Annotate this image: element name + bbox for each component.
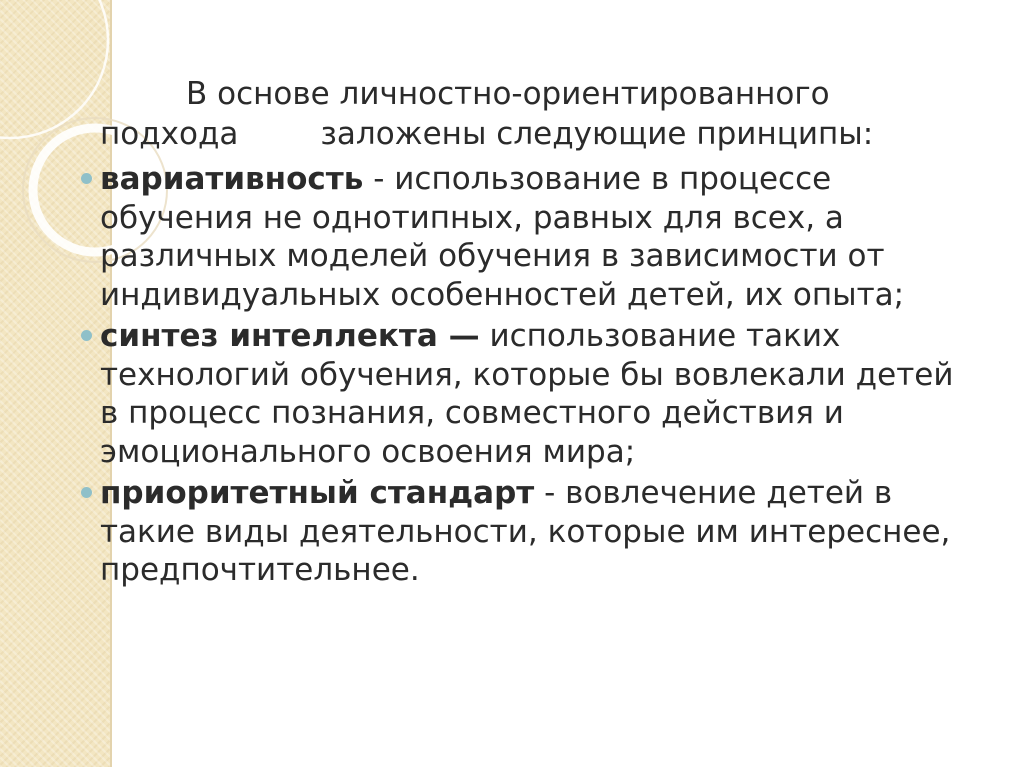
bullet-dot-icon — [81, 487, 92, 498]
principle-separator — [480, 318, 490, 354]
principle-text: вовлечение детей в такие виды деятельности, которые им интереснее, предпочтительнее. — [100, 475, 951, 588]
intro-line-2-start: подхода — [100, 116, 239, 152]
intro-line-1: В основе личностно-ориентированного — [186, 76, 830, 112]
list-item — [100, 317, 980, 471]
bullet-dot-icon — [81, 330, 92, 341]
bullet-dot-icon — [81, 173, 92, 184]
list-item — [100, 160, 980, 314]
intro-line-2-end: заложены следующие принципы: — [320, 116, 874, 152]
slide-content — [100, 74, 980, 593]
principles-list — [100, 160, 980, 590]
principle-text: использование в процессе обучения не однотипных, равных для всех, а различных моделей обучения в зависимости от индивидуальных особенностей детей, их опыта; — [100, 161, 905, 313]
principle-separator: - — [534, 475, 566, 511]
intro-line-2 — [100, 114, 980, 154]
principle-separator: - — [363, 161, 395, 197]
principle-term: вариативность — [100, 161, 364, 197]
intro-paragraph — [100, 74, 980, 154]
principle-term: синтез интеллекта — — [100, 318, 480, 354]
principle-text: использование таких технологий обучения, которые бы вовлекали детей в процесс познания, совместного действия и эмоционального освоения мира; — [100, 318, 954, 470]
list-item — [100, 474, 980, 590]
principle-term: приоритетный стандарт — [100, 475, 535, 511]
